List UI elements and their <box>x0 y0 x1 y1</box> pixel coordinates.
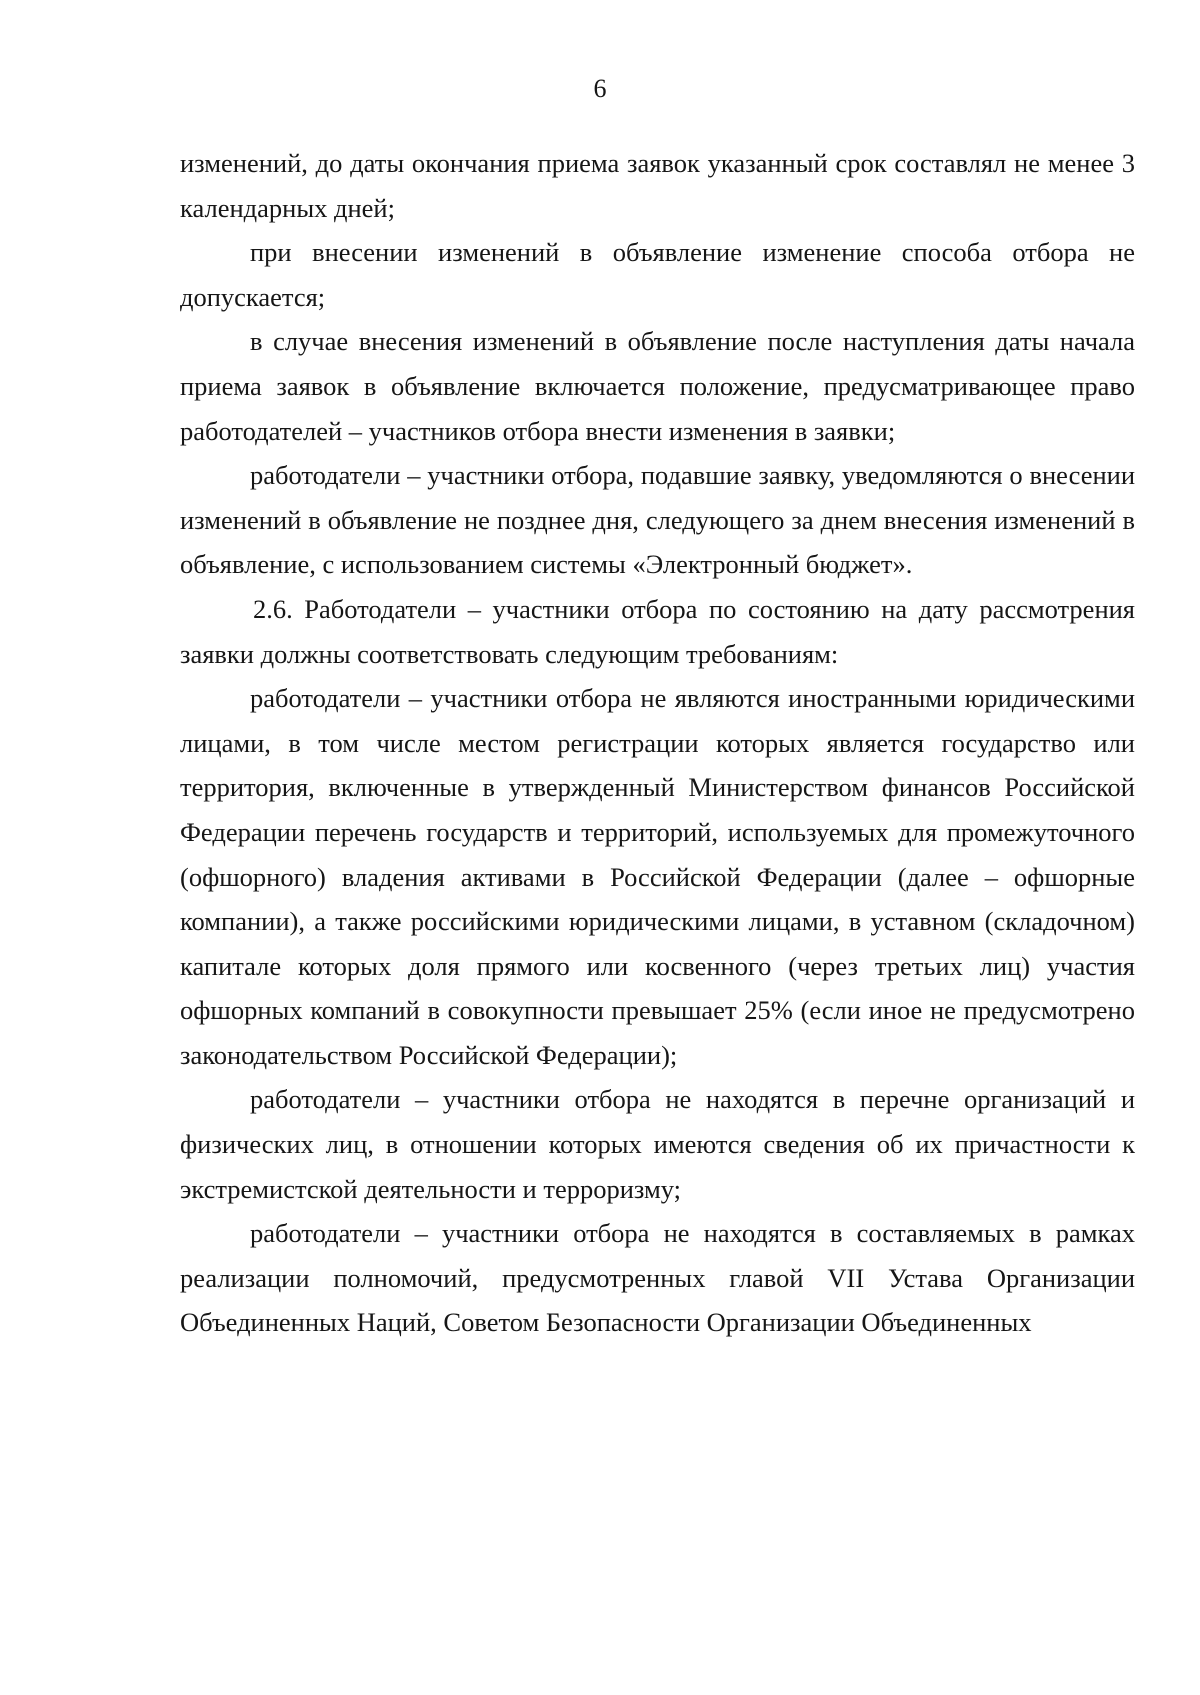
paragraph-continuation: изменений, до даты окончания приема заявок указанный срок составлял не менее 3 календарных дней; <box>180 148 1135 223</box>
paragraph-section-2-6: 2.6. Работодатели – участники отбора по состоянию на дату рассмотрения заявки должны соответствовать следующим требованиям: <box>180 593 1135 669</box>
paragraph-extremism-list: работодатели – участники отбора не находятся в перечне организаций и физических лиц, в отношении которых имеются сведения об их причастности к экстремистской деятельности и терроризму; <box>180 1084 1135 1204</box>
paragraph-notification: работодатели – участники отбора, подавшие заявку, уведомляются о внесении изменений в объявление не позднее дня, следующего за днем внесения изменений в объявление, с использованием системы «Электронный бюджет». <box>180 460 1135 580</box>
paragraph-un-lists: работодатели – участники отбора не находятся в составляемых в рамках реализации полномочий, предусмотренных главой VII Устава Организации Объединенных Наций, Советом Безопасности Организации Объединенных <box>180 1218 1135 1338</box>
paragraph-changes-after-start: в случае внесения изменений в объявление после наступления даты начала приема заявок в объявление включается положение, предусматривающее право работодателей – участников отбора внести изменения в заявки; <box>180 326 1135 446</box>
document-body <box>180 141 1135 1345</box>
paragraph-method-change: при внесении изменений в объявление изменение способа отбора не допускается; <box>180 237 1135 312</box>
page-number: 6 <box>593 74 607 103</box>
paragraph-offshore-requirement: работодатели – участники отбора не являются иностранными юридическими лицами, в том числе местом регистрации которых является государство или территория, включенные в утвержденный Министерством финансов Российской Федерации перечень государств и территорий, используемых для промежуточного (офшорного) владения активами в Российской Федерации (далее – офшорные компании), а также российскими юридическими лицами, в уставном (складочном) капитале которых доля прямого или косвенного (через третьих лиц) участия офшорных компаний в совокупности превышает 25% (если иное не предусмотрено законодательством Российской Федерации); <box>180 683 1135 1070</box>
